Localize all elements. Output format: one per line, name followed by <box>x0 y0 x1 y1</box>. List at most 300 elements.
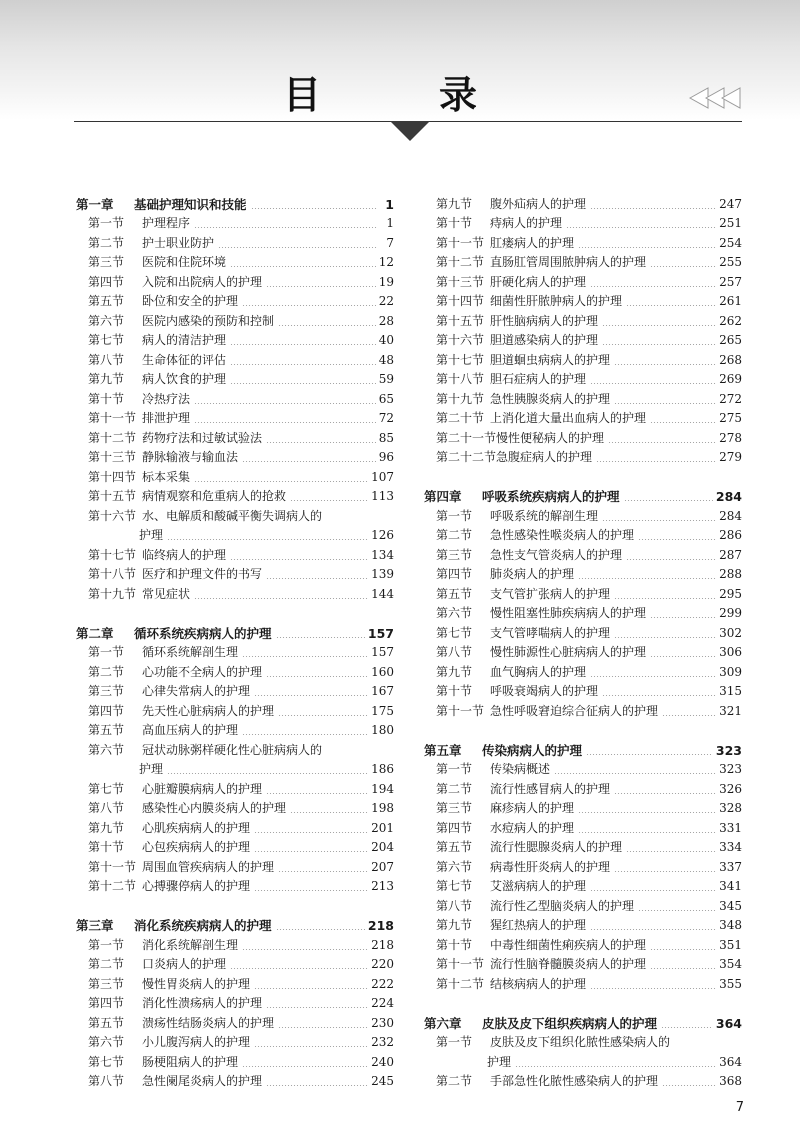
toc-section-entry[interactable] <box>424 543 742 563</box>
toc-section-entry[interactable] <box>424 426 742 446</box>
toc-entry-number: 第四节 <box>88 996 125 1010</box>
toc-entry-title: 口炎病人的护理 <box>142 957 227 971</box>
toc-section-entry[interactable] <box>76 641 394 661</box>
toc-entry-title: 肝性脑病病人的护理 <box>490 313 599 328</box>
toc-section-entry[interactable] <box>76 758 394 778</box>
toc-section-entry[interactable] <box>424 933 742 953</box>
toc-section-entry[interactable] <box>424 680 742 700</box>
dot-leader <box>554 773 716 774</box>
dot-leader <box>614 793 716 794</box>
toc-entry-page: 65 <box>378 391 394 406</box>
toc-entry-number: 第五节 <box>88 1015 125 1030</box>
toc-entry-number: 第一节 <box>436 508 473 523</box>
toc-entry-page: 287 <box>719 547 742 562</box>
toc-entry-number: 第十三节 <box>436 274 485 289</box>
dot-leader <box>230 383 376 384</box>
dot-leader <box>650 266 716 267</box>
toc-section-entry[interactable] <box>424 563 742 583</box>
toc-entry-number: 第七节 <box>88 1054 125 1069</box>
toc-entry-page: 232 <box>371 1035 394 1049</box>
toc-entry-number: 第四章 <box>424 489 462 504</box>
toc-entry-title: 冠状动脉粥样硬化性心脏病病人的 <box>142 742 323 757</box>
toc-entry-page: 323 <box>715 742 742 758</box>
toc-section-entry[interactable] <box>424 621 742 641</box>
toc-section-entry[interactable] <box>76 504 394 524</box>
toc-section-entry[interactable] <box>76 387 394 407</box>
toc-entry-number: 第十七节 <box>436 352 485 367</box>
dot-leader <box>242 305 376 306</box>
toc-entry-number: 第九节 <box>436 918 473 932</box>
toc-section-entry[interactable] <box>76 953 394 973</box>
toc-entry-page: 144 <box>371 586 394 601</box>
toc-entry-page: 107 <box>371 469 394 484</box>
toc-entry-page: 341 <box>719 879 742 893</box>
triangle-marker-icon <box>390 121 430 143</box>
toc-entry-title: 急性支气管炎病人的护理 <box>490 547 623 562</box>
dot-leader <box>266 442 376 443</box>
dot-leader <box>278 871 368 872</box>
toc-entry-page: 218 <box>367 918 394 933</box>
toc-section-entry[interactable] <box>424 446 742 466</box>
toc-section-entry[interactable] <box>76 446 394 466</box>
dot-leader <box>650 949 716 950</box>
toc-entry-title: 病人的清洁护理 <box>142 333 227 347</box>
toc-entry-page: 295 <box>719 586 742 601</box>
toc-section-entry[interactable] <box>76 855 394 875</box>
dot-leader <box>650 422 716 423</box>
toc-entry-title: 肠梗阻病人的护理 <box>142 1054 239 1069</box>
toc-section-entry[interactable] <box>76 699 394 719</box>
toc-entry-title: 支气管哮喘病人的护理 <box>490 625 611 640</box>
dot-leader <box>218 247 377 248</box>
toc-entry-page: 113 <box>371 489 394 503</box>
toc-entry-title: 呼吸衰竭病人的护理 <box>490 684 599 698</box>
toc-section-entry[interactable] <box>424 582 742 602</box>
toc-entry-number: 第十二节 <box>436 255 485 269</box>
toc-entry-page: 157 <box>367 625 394 641</box>
toc-entry-title: 心功能不全病人的护理 <box>142 664 263 679</box>
toc-entry-title: 病人饮食的护理 <box>142 372 227 386</box>
dot-leader <box>290 500 368 501</box>
toc-entry-title: 排泄护理 <box>142 411 191 425</box>
toc-entry-page: 198 <box>371 801 394 815</box>
toc-entry-page: 306 <box>719 645 742 659</box>
toc-entry-number: 第二十节 <box>436 411 485 425</box>
toc-section-entry[interactable] <box>76 543 394 563</box>
toc-section-entry[interactable] <box>76 368 394 388</box>
toc-entry-page: 59 <box>378 372 394 386</box>
dot-leader <box>278 715 368 716</box>
toc-section-entry[interactable] <box>424 797 742 817</box>
toc-section-entry[interactable] <box>424 368 742 388</box>
toc-entry-page: 167 <box>371 684 394 698</box>
toc-entry-title: 溃疡性结肠炎病人的护理 <box>142 1015 275 1030</box>
toc-entry-title: 艾滋病病人的护理 <box>490 879 587 893</box>
dot-leader <box>590 890 716 891</box>
toc-entry-number: 第五章 <box>424 742 462 758</box>
toc-entry-page: 323 <box>719 762 742 776</box>
toc-entry-title: 麻疹病人的护理 <box>490 801 575 815</box>
toc-section-entry[interactable] <box>424 212 742 232</box>
dot-leader <box>194 227 377 228</box>
toc-section-entry[interactable] <box>76 933 394 953</box>
toc-entry-title: 肝硬化病人的护理 <box>490 274 587 289</box>
toc-entry-title: 入院和出院病人的护理 <box>142 274 263 289</box>
toc-entry-number: 第九节 <box>436 664 473 679</box>
toc-entry-number: 第十节 <box>436 216 473 230</box>
toc-entry-number: 第四节 <box>88 274 125 289</box>
dot-leader <box>614 403 716 404</box>
toc-entry-page: 40 <box>378 333 394 347</box>
toc-entry-page: 351 <box>719 937 742 952</box>
dot-leader <box>254 832 368 833</box>
toc-entry-title: 中毒性细菌性痢疾病人的护理 <box>490 937 647 952</box>
toc-section-entry[interactable] <box>424 894 742 914</box>
toc-section-entry[interactable] <box>76 1070 394 1090</box>
toc-section-entry[interactable] <box>424 348 742 368</box>
toc-entry-number: 第十八节 <box>88 567 137 581</box>
toc-section-entry[interactable] <box>76 251 394 271</box>
toc-chapter-entry[interactable] <box>424 1011 742 1031</box>
toc-entry-page: 240 <box>371 1054 394 1069</box>
toc-entry-page: 180 <box>371 723 394 737</box>
toc-section-entry[interactable] <box>424 758 742 778</box>
toc-entry-number: 第十二节 <box>88 879 137 893</box>
toc-entry-number: 第三节 <box>88 976 125 991</box>
dot-leader <box>230 364 376 365</box>
page-title: 目 录 <box>282 73 517 117</box>
toc-section-entry[interactable] <box>76 836 394 856</box>
toc-section-entry[interactable] <box>76 563 394 583</box>
toc-section-entry[interactable] <box>76 875 394 895</box>
toc-entry-page: 22 <box>378 294 394 308</box>
dot-leader <box>596 461 716 462</box>
toc-entry-title: 胆道蛔虫病病人的护理 <box>490 352 611 367</box>
toc-entry-page: 364 <box>715 1015 742 1031</box>
toc-section-entry[interactable] <box>424 816 742 836</box>
toc-entry-page: 1 <box>385 196 394 212</box>
toc-section-entry[interactable] <box>76 1031 394 1051</box>
toc-entry-number: 第十二节 <box>88 430 137 445</box>
toc-entry-title: 病毒性肝炎病人的护理 <box>490 859 611 874</box>
dot-leader <box>276 637 365 638</box>
toc-entry-title: 传染病病人的护理 <box>482 742 583 758</box>
toc-entry-page: 251 <box>719 216 742 230</box>
toc-entry-title: 心脏瓣膜病病人的护理 <box>142 781 263 796</box>
toc-entry-number: 第八节 <box>88 1074 125 1088</box>
toc-section-entry[interactable] <box>76 582 394 602</box>
toc-entry-number: 第二节 <box>436 528 473 542</box>
toc-entry-page: 268 <box>719 352 742 367</box>
toc-entry-page: 334 <box>719 840 742 854</box>
dot-leader <box>638 539 716 540</box>
toc-entry-number: 第十八节 <box>436 372 485 386</box>
dot-leader <box>566 227 716 228</box>
toc-entry-number: 第十九节 <box>436 391 485 406</box>
toc-entry-number: 第一节 <box>88 645 125 659</box>
dot-leader <box>624 500 713 501</box>
toc-entry-number: 第一节 <box>436 1035 473 1049</box>
toc-entry-number: 第八节 <box>88 352 125 367</box>
toc-entry-number: 第一章 <box>76 196 114 212</box>
dot-leader <box>614 364 716 365</box>
dot-leader <box>254 851 368 852</box>
toc-section-entry[interactable] <box>76 426 394 446</box>
toc-entry-title: 流行性脑脊髓膜炎病人的护理 <box>490 957 647 971</box>
dot-leader <box>266 1007 368 1008</box>
toc-entry-title: 医院内感染的预防和控制 <box>142 313 275 328</box>
toc-entry-title: 高血压病人的护理 <box>142 723 239 737</box>
toc-entry-title: 流行性腮腺炎病人的护理 <box>490 840 623 854</box>
toc-section-entry[interactable] <box>76 797 394 817</box>
toc-section-entry[interactable] <box>76 777 394 797</box>
toc-entry-number: 第三节 <box>436 547 473 562</box>
toc-entry-number: 第五节 <box>88 723 125 737</box>
toc-entry-title: 急性阑尾炎病人的护理 <box>142 1074 263 1088</box>
toc-entry-page: 257 <box>719 274 742 289</box>
toc-section-entry[interactable] <box>424 192 742 212</box>
toc-section-entry[interactable] <box>76 348 394 368</box>
toc-section-entry[interactable] <box>424 953 742 973</box>
toc-entry-number: 第十六节 <box>436 333 485 347</box>
toc-entry-title: 生命体征的评估 <box>142 352 227 367</box>
toc-entry-title: 基础护理知识和技能 <box>134 196 247 212</box>
toc-entry-number: 第三节 <box>88 684 125 698</box>
toc-entry-title: 猩红热病人的护理 <box>490 918 587 932</box>
toc-entry-page: 278 <box>719 430 742 445</box>
toc-section-entry[interactable] <box>76 680 394 700</box>
toc-section-entry[interactable] <box>424 602 742 622</box>
dot-leader <box>602 325 716 326</box>
toc-section-entry[interactable] <box>424 270 742 290</box>
toc-entry-title: 护士职业防护 <box>142 235 215 250</box>
toc-section-entry[interactable] <box>76 270 394 290</box>
toc-entry-number: 第三章 <box>76 918 114 933</box>
toc-entry-title: 静脉输液与输血法 <box>142 450 239 464</box>
toc-entry-page: 279 <box>719 450 742 464</box>
toc-section-entry[interactable] <box>424 524 742 544</box>
dot-leader <box>194 403 376 404</box>
toc-entry-title: 小儿腹泻病人的护理 <box>142 1035 251 1049</box>
toc-chapter-entry[interactable] <box>76 621 394 641</box>
dot-leader <box>278 1027 368 1028</box>
toc-entry-page: 139 <box>371 567 394 581</box>
toc-entry-number: 第十一节 <box>436 703 485 718</box>
toc-entry-number: 第九节 <box>436 196 473 211</box>
toc-entry-number: 第九节 <box>88 820 125 835</box>
dot-leader <box>290 812 368 813</box>
toc-entry-title: 胆道感染病人的护理 <box>490 333 599 347</box>
toc-section-entry[interactable] <box>76 738 394 758</box>
toc-entry-number: 第十一节 <box>88 411 137 425</box>
toc-section-entry[interactable] <box>424 1070 742 1090</box>
dot-leader <box>230 266 376 267</box>
dot-leader <box>602 695 716 696</box>
toc-section-entry[interactable] <box>424 407 742 427</box>
toc-section-entry[interactable] <box>76 816 394 836</box>
dot-leader <box>266 578 368 579</box>
toc-section-entry[interactable] <box>424 231 742 251</box>
toc-section-entry[interactable] <box>76 660 394 680</box>
toc-entry-number: 第十四节 <box>436 294 485 308</box>
toc-entry-title: 肺炎病人的护理 <box>490 567 575 581</box>
toc-entry-page: 284 <box>715 489 742 504</box>
toc-entry-number: 第五节 <box>88 294 125 308</box>
toc-entry-title: 护理 <box>139 528 164 542</box>
toc-section-entry[interactable] <box>424 1031 742 1051</box>
toc-section-entry[interactable] <box>424 914 742 934</box>
toc-entry-number: 第七节 <box>88 781 125 796</box>
toc-section-entry[interactable] <box>424 836 742 856</box>
dot-leader <box>602 344 716 345</box>
toc-entry-number: 第六节 <box>436 859 473 874</box>
dot-leader <box>662 715 716 716</box>
toc-entry-title: 心肌疾病病人的护理 <box>142 820 251 835</box>
toc-section-entry[interactable] <box>76 992 394 1012</box>
toc-entry-page: 284 <box>719 508 742 523</box>
toc-section-entry[interactable] <box>76 290 394 310</box>
toc-entry-page: 1 <box>386 216 394 230</box>
toc-section-entry[interactable] <box>424 309 742 329</box>
toc-entry-number: 第十九节 <box>88 586 137 601</box>
toc-entry-title: 护理 <box>487 1054 512 1069</box>
dot-leader <box>578 247 716 248</box>
toc-entry-title: 心律失常病人的护理 <box>142 684 251 698</box>
page-number: 7 <box>735 1100 744 1115</box>
toc-entry-page: 331 <box>719 820 742 835</box>
toc-chapter-entry[interactable] <box>76 192 394 212</box>
toc-section-entry[interactable] <box>76 212 394 232</box>
dot-leader <box>578 812 716 813</box>
dot-leader <box>626 851 716 852</box>
toc-section-entry[interactable] <box>76 485 394 505</box>
toc-entry-page: 19 <box>378 274 394 289</box>
dot-leader <box>650 656 716 657</box>
toc-section-entry[interactable] <box>424 251 742 271</box>
toc-entry-number: 第十节 <box>436 937 473 952</box>
dot-leader <box>278 325 376 326</box>
toc-entry-page: 157 <box>371 645 394 659</box>
dot-leader <box>242 949 368 950</box>
toc-entry-title: 血气胸病人的护理 <box>490 664 587 679</box>
toc-chapter-entry[interactable] <box>424 738 742 758</box>
toc-entry-title: 循环系统疾病病人的护理 <box>134 625 272 641</box>
dot-leader <box>242 656 368 657</box>
toc-entry-title: 皮肤及皮下组织化脓性感染病人的 <box>490 1035 671 1049</box>
toc-entry-number: 第十一节 <box>436 235 485 250</box>
toc-entry-page: 269 <box>719 372 742 386</box>
toc-section-entry[interactable] <box>76 972 394 992</box>
toc-entry-number: 第三节 <box>88 255 125 269</box>
dot-leader <box>626 559 716 560</box>
toc-entry-title: 心搏骤停病人的护理 <box>142 879 251 893</box>
toc-section-entry[interactable] <box>424 855 742 875</box>
toc-section-entry[interactable] <box>76 407 394 427</box>
toc-entry-title: 呼吸系统疾病病人的护理 <box>482 489 620 504</box>
toc-section-entry[interactable] <box>424 699 742 719</box>
dot-leader <box>254 695 368 696</box>
dot-leader <box>276 929 365 930</box>
toc-section-entry[interactable] <box>76 1050 394 1070</box>
toc-entry-page: 288 <box>719 567 742 581</box>
dot-leader <box>242 734 368 735</box>
dot-leader <box>251 208 377 209</box>
toc-section-entry[interactable] <box>76 329 394 349</box>
toc-entry-title: 临终病人的护理 <box>142 547 227 562</box>
toc-entry-title: 消化系统解剖生理 <box>142 937 239 952</box>
toc-entry-title: 急性呼吸窘迫综合征病人的护理 <box>490 703 659 718</box>
dot-leader <box>254 988 368 989</box>
toc-section-entry[interactable] <box>424 387 742 407</box>
toc-entry-number: 第一节 <box>88 216 125 230</box>
toc-entry-page: 220 <box>371 957 394 971</box>
toc-entry-title: 肛瘘病人的护理 <box>490 235 575 250</box>
dot-leader <box>254 1046 368 1047</box>
toc-section-entry[interactable] <box>76 719 394 739</box>
toc-entry-page: 247 <box>719 196 742 211</box>
toc-section-entry[interactable] <box>76 524 394 544</box>
toc-entry-page: 204 <box>371 840 394 854</box>
toc-section-entry[interactable] <box>76 1011 394 1031</box>
toc-entry-number: 第二节 <box>88 957 125 971</box>
toc-section-entry[interactable] <box>424 641 742 661</box>
toc-section-entry[interactable] <box>424 1050 742 1070</box>
toc-section-entry[interactable] <box>424 290 742 310</box>
toc-entry-number: 第五节 <box>436 586 473 601</box>
toc-section-entry[interactable] <box>424 329 742 349</box>
toc-entry-number: 第九节 <box>88 372 125 386</box>
toc-entry-number: 第六节 <box>88 1035 125 1049</box>
dot-leader <box>662 1085 716 1086</box>
toc-entry-title: 慢性肺源性心脏病病人的护理 <box>490 645 647 659</box>
toc-entry-page: 355 <box>719 976 742 991</box>
toc-entry-number: 第四节 <box>436 820 473 835</box>
toc-entry-page: 272 <box>719 391 742 406</box>
toc-chapter-entry[interactable] <box>424 485 742 505</box>
toc-entry-page: 302 <box>719 625 742 640</box>
toc-entry-title: 慢性胃炎病人的护理 <box>142 976 251 991</box>
dot-leader <box>590 208 716 209</box>
toc-entry-number: 第十一节 <box>436 957 485 971</box>
dot-leader <box>614 598 716 599</box>
toc-entry-page: 254 <box>719 235 742 250</box>
toc-section-entry[interactable] <box>76 309 394 329</box>
toc-entry-page: 175 <box>371 703 394 718</box>
toc-section-entry[interactable] <box>76 231 394 251</box>
toc-section-entry[interactable] <box>76 465 394 485</box>
toc-entry-page: 321 <box>719 703 742 718</box>
toc-section-entry[interactable] <box>424 972 742 992</box>
toc-entry-page: 328 <box>719 801 742 815</box>
toc-entry-page: 7 <box>386 235 394 250</box>
toc-entry-number: 第二十二节 <box>436 450 497 464</box>
toc-section-entry[interactable] <box>424 777 742 797</box>
toc-entry-number: 第四节 <box>436 567 473 581</box>
dot-leader <box>608 442 716 443</box>
dot-leader <box>254 890 368 891</box>
toc-entry-number: 第十节 <box>88 391 125 406</box>
toc-section-entry[interactable] <box>424 504 742 524</box>
dot-leader <box>614 637 716 638</box>
dot-leader <box>194 422 376 423</box>
toc-section-entry[interactable] <box>424 660 742 680</box>
dot-leader <box>515 1066 716 1067</box>
toc-entry-page: 275 <box>719 411 742 425</box>
dot-leader <box>242 1066 368 1067</box>
toc-chapter-entry[interactable] <box>76 914 394 934</box>
toc-section-entry[interactable] <box>424 875 742 895</box>
toc-entry-title: 医疗和护理文件的书写 <box>142 567 263 581</box>
